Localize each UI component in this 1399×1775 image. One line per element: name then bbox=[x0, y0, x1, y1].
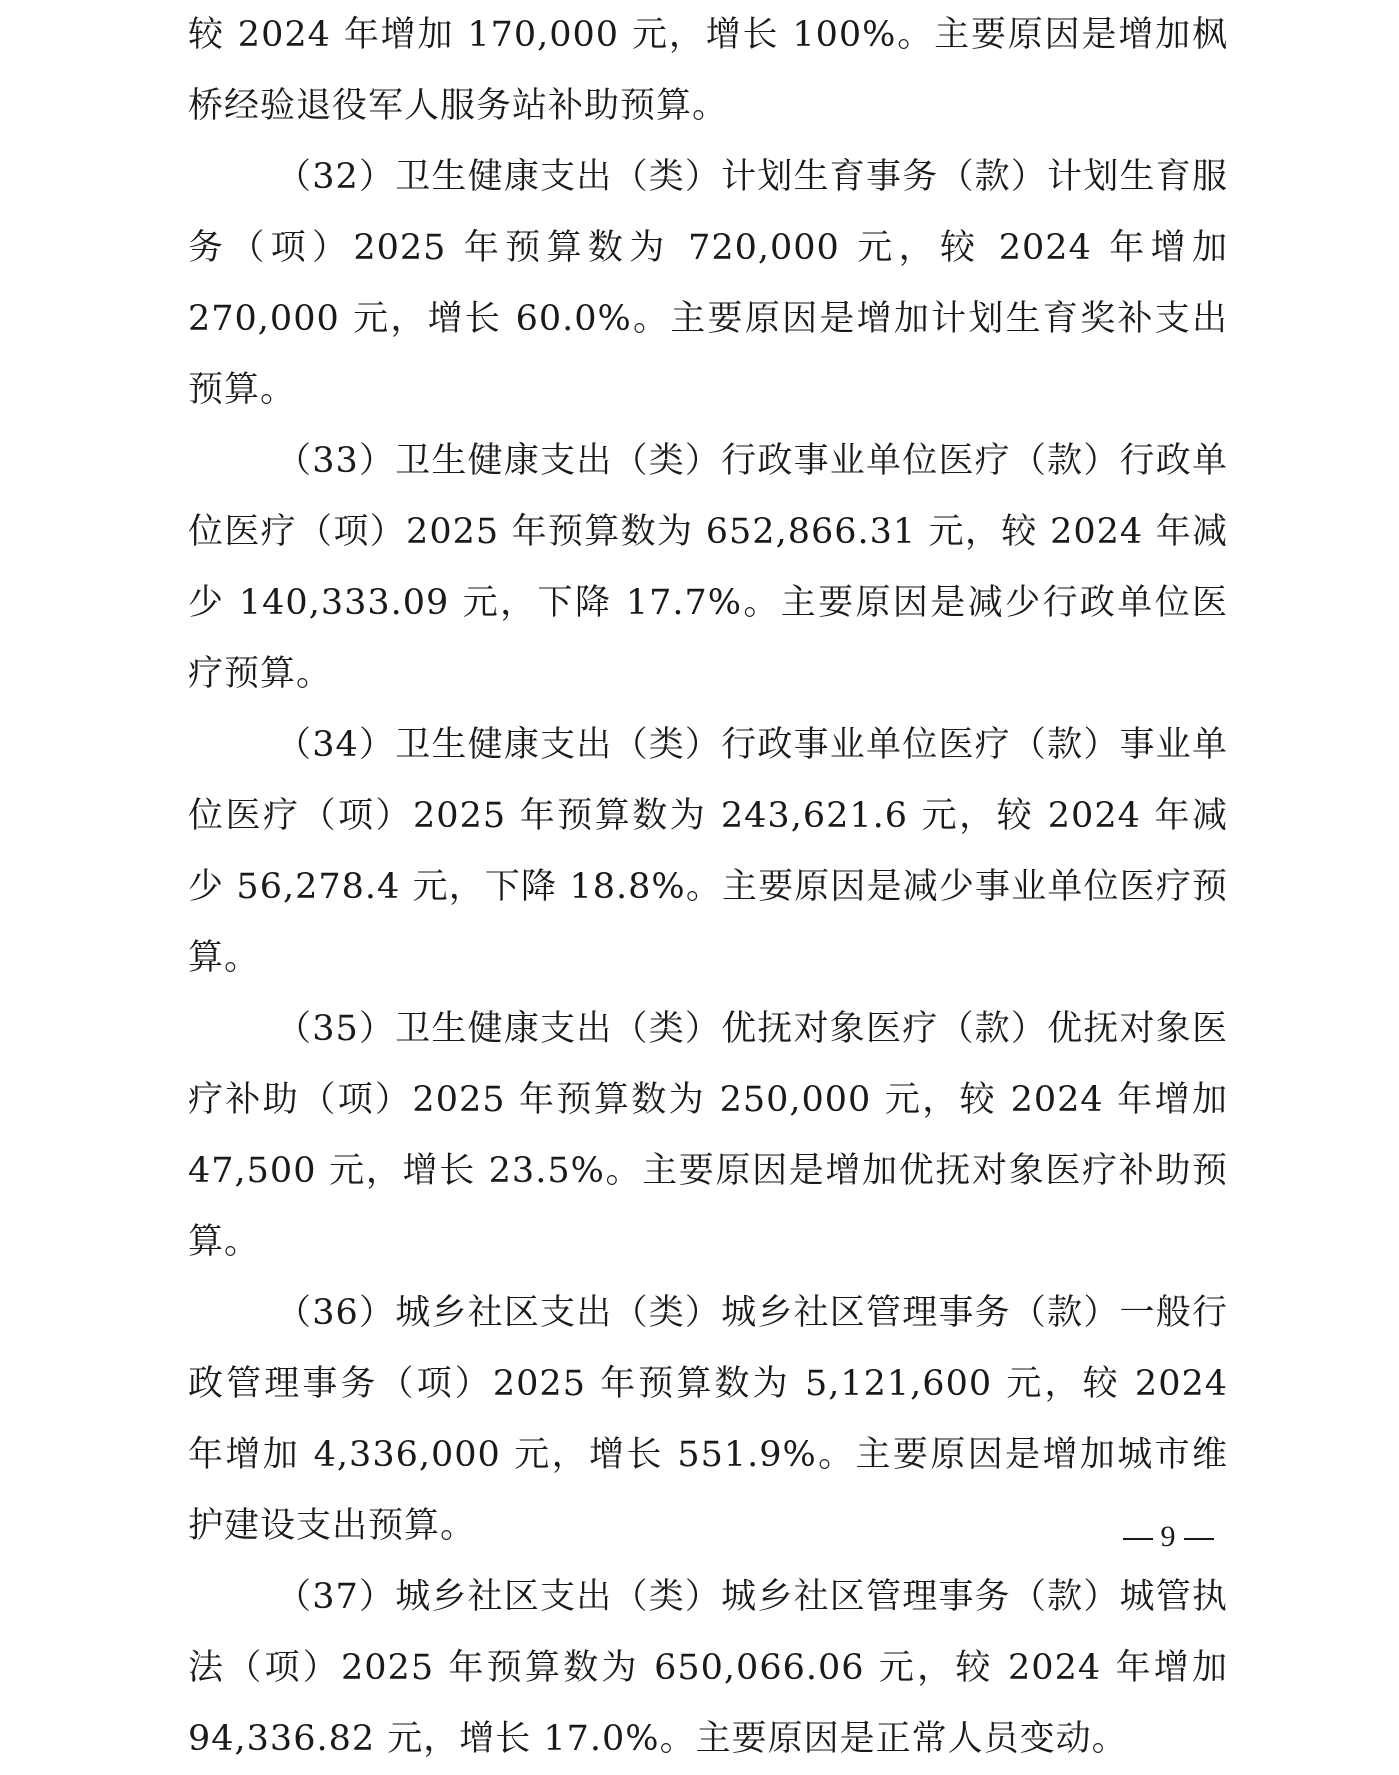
footer-left-dash bbox=[1123, 1538, 1153, 1540]
paragraph-item-34: （34）卫生健康支出（类）行政事业单位医疗（款）事业单位医疗（项）2025 年预算数为 243,621.6 元，较 2024 年减少 56,278.4 元，下降 18.8%。主要原因是减少事业单位医疗预算。 bbox=[188, 725, 1228, 978]
document-body bbox=[188, 0, 1228, 1775]
page-footer bbox=[1108, 1520, 1228, 1554]
paragraph-continuation: 较 2024 年增加 170,000 元，增长 100%。主要原因是增加枫桥经验退役军人服务站补助预算。 bbox=[188, 15, 1228, 126]
paragraph-item-35: （35）卫生健康支出（类）优抚对象医疗（款）优抚对象医疗补助（项）2025 年预算数为 250,000 元，较 2024 年增加 47,500 元，增长 23.5%。主要原因是增加优抚对象医疗补助预算。 bbox=[188, 1009, 1228, 1262]
paragraph-item-32: （32）卫生健康支出（类）计划生育事务（款）计划生育服务（项）2025 年预算数为 720,000 元，较 2024 年增加 270,000 元，增长 60.0%。主要原因是增加计划生育奖补支出预算。 bbox=[188, 157, 1228, 410]
paragraph-item-37: （37）城乡社区支出（类）城乡社区管理事务（款）城管执法（项）2025 年预算数为 650,066.06 元，较 2024 年增加 94,336.82 元，增长 17.0%。主要原因是正常人员变动。 bbox=[188, 1577, 1228, 1759]
page-number: 9 bbox=[1160, 1520, 1176, 1553]
paragraph-item-36: （36）城乡社区支出（类）城乡社区管理事务（款）一般行政管理事务（项）2025 年预算数为 5,121,600 元，较 2024 年增加 4,336,000 元，增长 551.9%。主要原因是增加城市维护建设支出预算。 bbox=[188, 1293, 1228, 1546]
paragraph-item-33: （33）卫生健康支出（类）行政事业单位医疗（款）行政单位医疗（项）2025 年预算数为 652,866.31 元，较 2024 年减少 140,333.09 元，下降 17.7%。主要原因是减少行政单位医疗预算。 bbox=[188, 441, 1228, 694]
footer-right-dash bbox=[1184, 1538, 1214, 1540]
